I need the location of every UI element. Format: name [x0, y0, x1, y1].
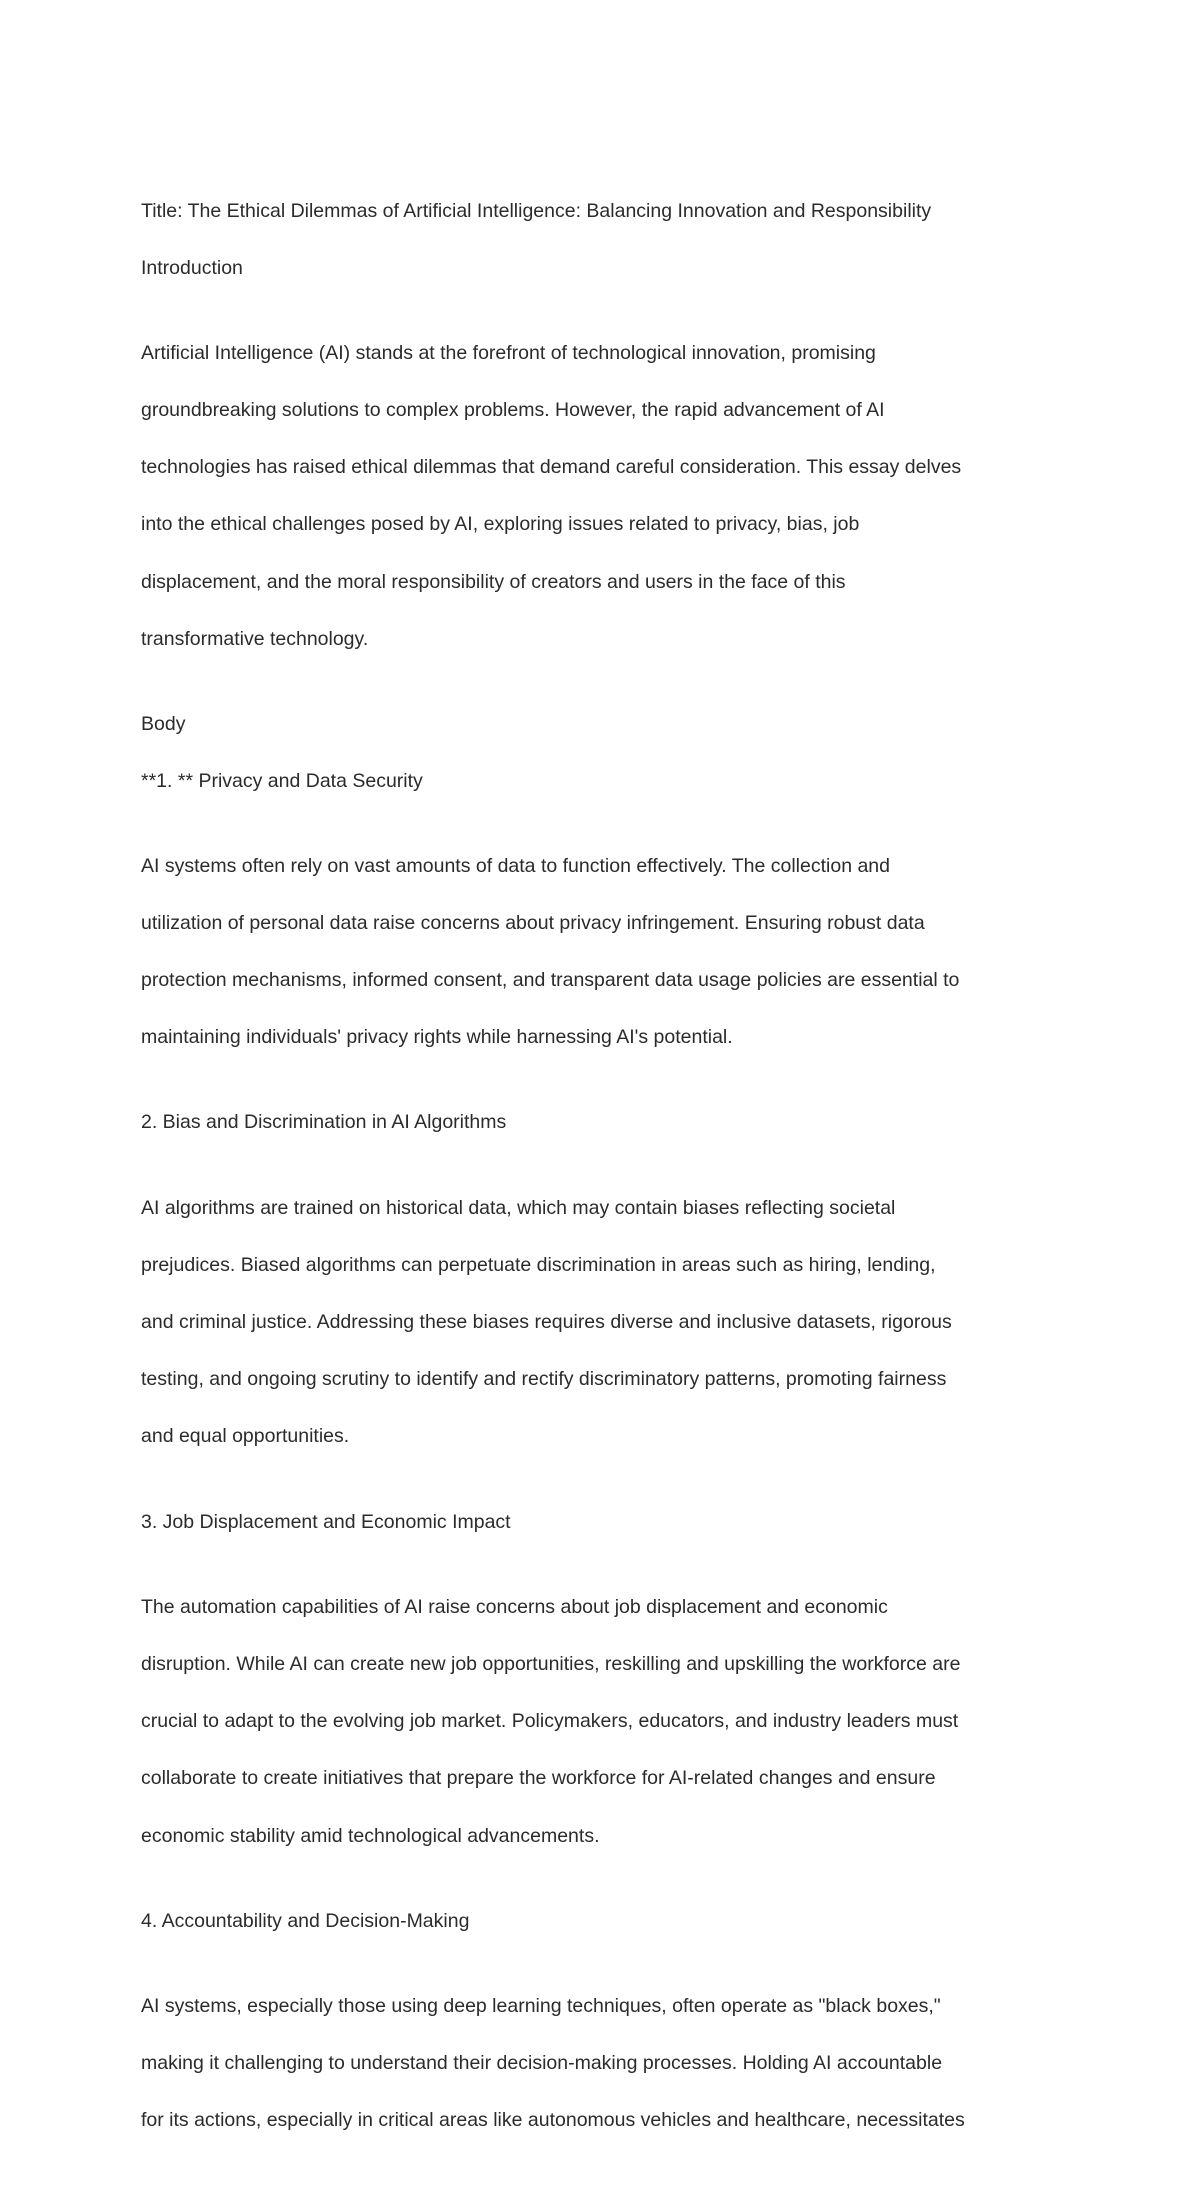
paragraph-line: crucial to adapt to the evolving job market. Policymakers, educators, and industry leaders must	[141, 1710, 959, 1733]
body-heading: Body	[141, 712, 186, 735]
section-1-paragraph	[141, 823, 1061, 1080]
paragraph-line: AI algorithms are trained on historical data, which may contain biases reflecting societal	[141, 1196, 896, 1219]
section-3-heading: 3. Job Displacement and Economic Impact	[141, 1510, 511, 1533]
introduction-heading: Introduction	[141, 256, 243, 279]
paragraph-line: prejudices. Biased algorithms can perpetuate discrimination in areas such as hiring, lending,	[141, 1253, 936, 1276]
paragraph-line: collaborate to create initiatives that prepare the workforce for AI-related changes and ensure	[141, 1767, 936, 1790]
paragraph-line: The automation capabilities of AI raise concerns about job displacement and economic	[141, 1595, 888, 1618]
paragraph-line: maintaining individuals' privacy rights while harnessing AI's potential.	[141, 1026, 733, 1049]
paragraph-line: for its actions, especially in critical areas like autonomous vehicles and healthcare, necessitates	[141, 2109, 965, 2132]
paragraph-line: making it challenging to understand their decision-making processes. Holding AI accountable	[141, 2052, 943, 2075]
section-2-paragraph	[141, 1165, 1061, 1480]
document-title: Title: The Ethical Dilemmas of Artificial Intelligence: Balancing Innovation and Responsibility	[141, 200, 932, 222]
paragraph-line: Artificial Intelligence (AI) stands at the forefront of technological innovation, promising	[141, 341, 876, 364]
paragraph-line: into the ethical challenges posed by AI, exploring issues related to privacy, bias, job	[141, 513, 860, 536]
paragraph-line: economic stability amid technological advancements.	[141, 1824, 600, 1847]
section-2-heading: 2. Bias and Discrimination in AI Algorithms	[141, 1111, 507, 1134]
section-3-paragraph	[141, 1564, 1061, 1879]
paragraph-line: and equal opportunities.	[141, 1425, 350, 1448]
section-4-paragraph	[141, 1963, 1061, 2163]
paragraph-line: and criminal justice. Addressing these biases requires diverse and inclusive datasets, rigorous	[141, 1311, 952, 1333]
paragraph-line: technologies has raised ethical dilemmas that demand careful consideration. This essay delves	[141, 456, 962, 479]
paragraph-line: utilization of personal data raise concerns about privacy infringement. Ensuring robust data	[141, 911, 925, 934]
paragraph-line: displacement, and the moral responsibility of creators and users in the face of this	[141, 570, 846, 593]
paragraph-line: testing, and ongoing scrutiny to identify and rectify discriminatory patterns, promoting fairness	[141, 1368, 947, 1391]
paragraph-line: AI systems, especially those using deep learning techniques, often operate as "black boxes,"	[141, 1994, 941, 2017]
paragraph-line: AI systems often rely on vast amounts of data to function effectively. The collection and	[141, 854, 890, 877]
paragraph-line: groundbreaking solutions to complex problems. However, the rapid advancement of AI	[141, 398, 885, 421]
document-page	[141, 197, 1061, 2191]
section-1-heading: **1. ** Privacy and Data Security	[141, 769, 423, 792]
introduction-paragraph	[141, 310, 1061, 682]
paragraph-line: disruption. While AI can create new job opportunities, reskilling and upskilling the workforce are	[141, 1652, 961, 1675]
section-4-heading: 4. Accountability and Decision-Making	[141, 1909, 470, 1932]
paragraph-line: protection mechanisms, informed consent, and transparent data usage policies are essential to	[141, 969, 960, 992]
paragraph-line: transformative technology.	[141, 627, 369, 650]
